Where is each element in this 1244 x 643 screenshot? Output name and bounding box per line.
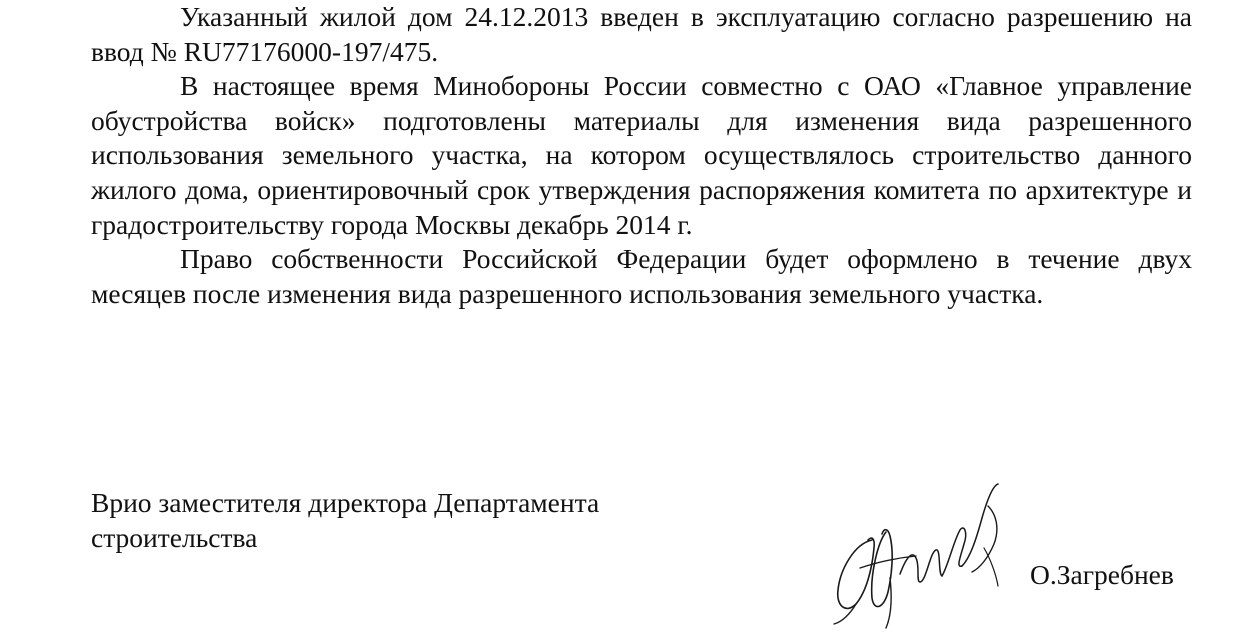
signer-name: О.Загребнев xyxy=(1030,559,1174,590)
paragraph-commissioning: Указанный жилой дом 24.12.2013 введен в эксплуатацию согласно разрешению на ввод № RU77176000-197/475. xyxy=(91,1,1192,67)
position-title-line-2: строительства xyxy=(91,521,258,553)
signatory-position xyxy=(91,486,599,555)
paragraph-ownership-registration: Право собственности Российской Федерации будет оформлено в течение двух месяцев после изменения вида разрешенного использования земельного участка. xyxy=(91,243,1192,309)
letter-body xyxy=(91,0,1192,311)
paragraph-land-use-change: В настоящее время Минобороны России совместно с ОАО «Главное управление обустройства войск» подготовлены материалы для изменения вида разрешенного использования земельного участка, на котором осуществлялось строительство данного жилого дома, ориентировочный срок утверждения распоряжения комитета по архитектуре и градостроительству города Москвы декабрь 2014 г. xyxy=(91,70,1192,240)
position-title-line-1: Врио заместителя директора Департамента xyxy=(91,487,600,518)
handwritten-signature xyxy=(820,478,1010,636)
